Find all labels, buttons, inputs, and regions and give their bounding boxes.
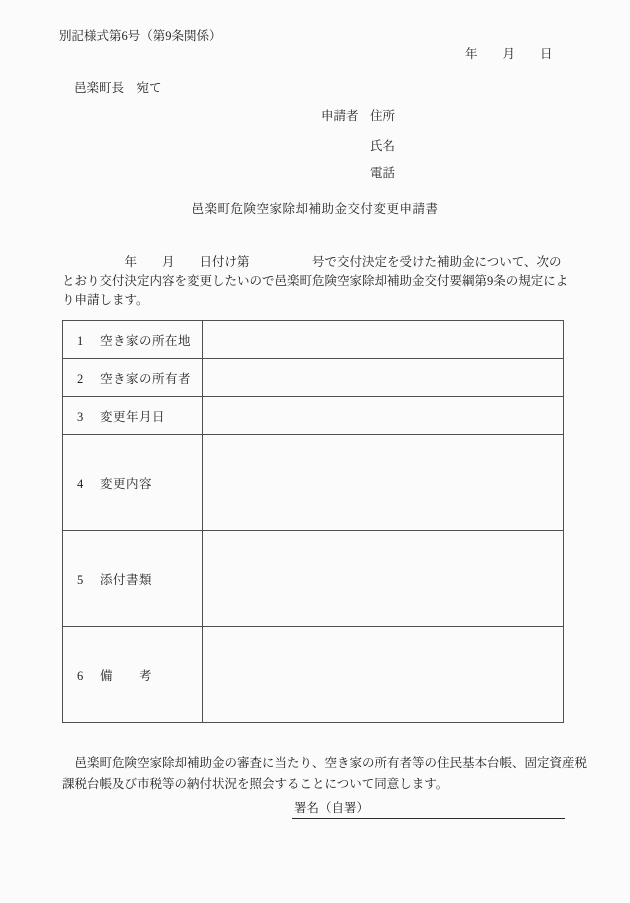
row-label: 空き家の所有者 bbox=[100, 371, 192, 386]
intro-paragraph-line-2: とおり交付決定内容を変更したいので邑楽町危険空家除却補助金交付要綱第9条の規定によ bbox=[62, 274, 569, 288]
row-value-cell bbox=[203, 397, 564, 435]
row-value-cell bbox=[203, 359, 564, 397]
row-number: 1 bbox=[77, 333, 84, 348]
row-number: 3 bbox=[77, 409, 84, 424]
row-label-cell bbox=[63, 397, 203, 435]
row-number: 4 bbox=[77, 476, 84, 491]
row-label: 変更内容 bbox=[100, 476, 153, 491]
row-value-cell bbox=[203, 531, 564, 627]
row-label: 備 考 bbox=[100, 668, 153, 683]
row-value-cell bbox=[203, 321, 564, 359]
table-row bbox=[63, 627, 564, 723]
row-label: 添付書類 bbox=[100, 572, 153, 587]
row-value-cell bbox=[203, 435, 564, 531]
table-row bbox=[63, 435, 564, 531]
application-table bbox=[62, 320, 564, 723]
date-line: 年 月 日 bbox=[465, 47, 553, 61]
row-label-cell bbox=[63, 627, 203, 723]
applicant-label: 申請者 bbox=[321, 109, 359, 123]
applicant-phone-label: 電話 bbox=[370, 166, 396, 180]
addressee-line: 邑楽町長 宛て bbox=[74, 81, 162, 95]
row-number: 5 bbox=[77, 572, 84, 587]
row-number: 6 bbox=[77, 668, 84, 683]
form-id-label: 別記様式第6号（第9条関係） bbox=[59, 29, 222, 43]
row-label-cell bbox=[63, 359, 203, 397]
form-title: 邑楽町危険空家除却補助金交付変更申請書 bbox=[191, 202, 439, 216]
applicant-name-label: 氏名 bbox=[370, 139, 396, 153]
consent-paragraph-line-2: 課税台帳及び市税等の納付状況を照会することについて同意します。 bbox=[62, 777, 449, 791]
table-row bbox=[63, 397, 564, 435]
signature-label: 署名（自署） bbox=[294, 801, 370, 815]
intro-paragraph-line-1: 年 月 日付け第 号で交付決定を受けた補助金について、次の bbox=[62, 255, 562, 269]
signature-line bbox=[292, 799, 565, 819]
applicant-address-label: 住所 bbox=[370, 109, 396, 123]
row-label: 変更年月日 bbox=[100, 409, 166, 424]
row-value-cell bbox=[203, 627, 564, 723]
consent-paragraph-line-1: 邑楽町危険空家除却補助金の審査に当たり、空き家の所有者等の住民基本台帳、固定資産税 bbox=[62, 756, 588, 770]
row-number: 2 bbox=[77, 371, 84, 386]
intro-paragraph-line-3: り申請します。 bbox=[62, 293, 149, 307]
table-row bbox=[63, 359, 564, 397]
row-label-cell bbox=[63, 321, 203, 359]
table-row bbox=[63, 321, 564, 359]
row-label: 空き家の所在地 bbox=[100, 333, 192, 348]
table-row bbox=[63, 531, 564, 627]
row-label-cell bbox=[63, 531, 203, 627]
row-label-cell bbox=[63, 435, 203, 531]
